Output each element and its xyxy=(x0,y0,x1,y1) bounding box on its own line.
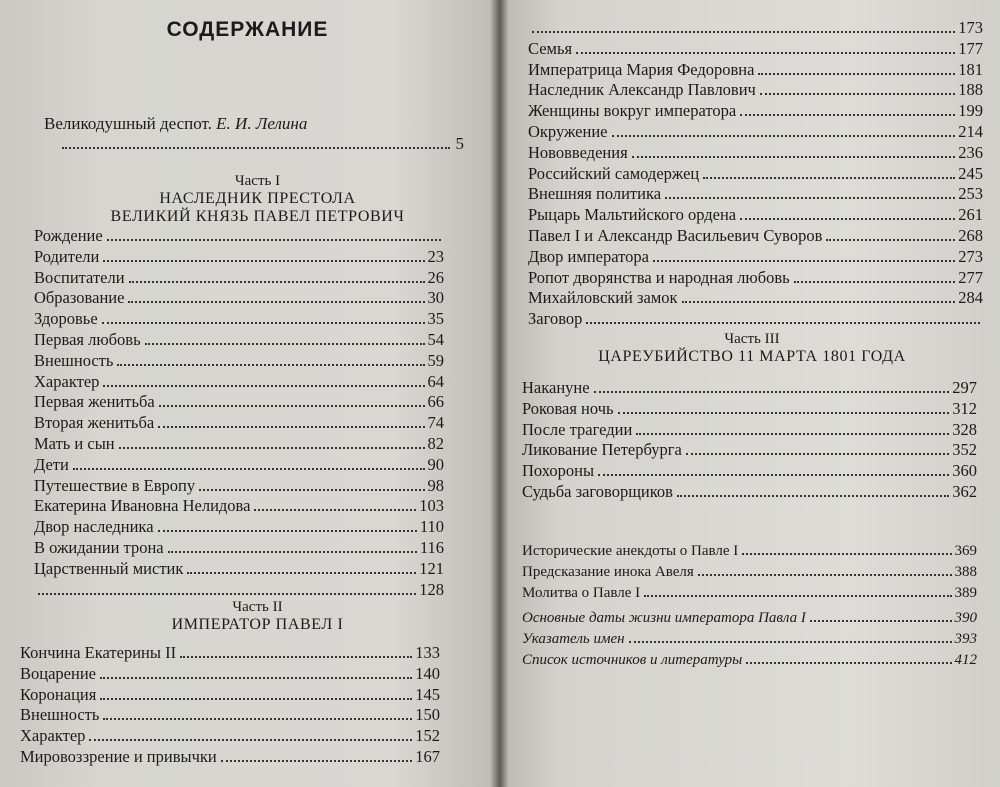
toc-entry xyxy=(34,330,444,351)
toc-entry-title: Нововведения xyxy=(528,142,628,162)
toc-entry-title: Рождение xyxy=(34,226,103,245)
toc-entry-page: 277 xyxy=(958,267,983,287)
toc-entry xyxy=(20,747,440,768)
dot-leader xyxy=(594,391,950,393)
dot-leader xyxy=(221,760,413,762)
part2-label: Часть II xyxy=(232,599,283,615)
toc-entry xyxy=(522,562,977,583)
toc-entry-page: 74 xyxy=(427,413,444,433)
toc-entry xyxy=(522,608,977,629)
toc-entry xyxy=(528,247,983,268)
toc-entry xyxy=(528,122,983,143)
dot-leader xyxy=(128,301,424,303)
toc-entry-title: Мировоззрение и привычки xyxy=(20,746,217,766)
dot-leader xyxy=(103,385,424,387)
dot-leader xyxy=(532,31,955,33)
part1-list xyxy=(34,226,444,600)
toc-entry xyxy=(528,268,983,289)
dot-leader xyxy=(746,662,951,664)
dot-leader xyxy=(677,495,949,497)
toc-entry xyxy=(20,705,440,726)
dot-leader xyxy=(758,73,955,75)
toc-entry-title: Коронация xyxy=(20,684,97,704)
toc-entry xyxy=(528,164,983,185)
toc-entry-title: Внешняя политика xyxy=(528,184,662,204)
toc-entry-title: Здоровье xyxy=(34,309,98,329)
toc-entry xyxy=(528,143,983,164)
toc-entry-title: Екатерина Ивановна Нелидова xyxy=(34,496,251,516)
toc-entry xyxy=(528,288,983,309)
toc-entry-title: Родители xyxy=(34,246,100,266)
dot-leader xyxy=(100,677,412,679)
dot-leader xyxy=(107,239,441,241)
toc-entry-title: Похороны xyxy=(522,461,595,481)
toc-entry-title: Михайловский замок xyxy=(528,288,678,308)
dot-leader xyxy=(38,593,416,595)
toc-entry-title: Список источников и литературы xyxy=(522,651,743,668)
toc-entry xyxy=(34,372,444,393)
toc-entry-title: Роковая ночь xyxy=(522,398,614,418)
toc-entry xyxy=(522,399,977,420)
dot-leader xyxy=(644,595,951,597)
intro-page: 5 xyxy=(455,134,464,153)
toc-entry-page: 253 xyxy=(958,184,983,204)
toc-entry-title: Семья xyxy=(528,38,573,58)
dot-leader xyxy=(158,426,424,428)
dot-leader xyxy=(119,447,425,449)
dot-leader xyxy=(760,93,955,95)
dot-leader xyxy=(117,364,424,366)
toc-entry-title: Императрица Мария Федоровна xyxy=(528,59,755,79)
toc-entry xyxy=(522,378,977,399)
toc-entry xyxy=(20,726,440,747)
dot-leader xyxy=(703,177,955,179)
toc-entry-title: Внешность xyxy=(34,350,114,370)
part3-list xyxy=(522,378,977,503)
dot-leader xyxy=(682,301,956,303)
toc-entry xyxy=(20,664,440,685)
toc-entry xyxy=(528,309,983,330)
toc-entry-title: Внешность xyxy=(20,705,100,725)
dot-leader xyxy=(159,405,425,407)
toc-entry-title: Наследник Александр Павлович xyxy=(528,80,756,100)
dot-leader xyxy=(187,572,416,574)
toc-entry xyxy=(528,60,983,81)
toc-entry-title: Окружение xyxy=(528,121,608,141)
toc-entry-page: 188 xyxy=(958,80,983,100)
toc-entry xyxy=(522,650,977,671)
toc-entry-page: 268 xyxy=(958,225,983,245)
toc-entry-page: 214 xyxy=(958,121,983,141)
toc-entry xyxy=(528,101,983,122)
toc-entry xyxy=(528,80,983,101)
toc-entry-title: Путешествие в Европу xyxy=(34,475,196,495)
toc-entry-title: Царственный мистик xyxy=(34,558,184,578)
intro-author: Е. И. Лелина xyxy=(216,114,308,133)
toc-entry xyxy=(528,226,983,247)
toc-entry-page: 98 xyxy=(427,475,444,495)
dot-leader xyxy=(698,574,952,576)
toc-entry-title: Ликование Петербурга xyxy=(522,440,682,460)
toc-entry-page: 54 xyxy=(427,329,444,349)
toc-entry-page: 328 xyxy=(952,419,977,439)
toc-entry-title: Воцарение xyxy=(20,663,96,683)
dot-leader xyxy=(810,620,952,622)
toc-entry-page: 30 xyxy=(427,288,444,308)
toc-entry-page: 140 xyxy=(415,663,440,683)
intro-text: Великодушный деспот. xyxy=(44,114,212,133)
dot-leader xyxy=(794,281,956,283)
toc-entry xyxy=(522,440,977,461)
toc-entry xyxy=(34,392,444,413)
toc-entry-page: 35 xyxy=(427,309,444,329)
toc-entry xyxy=(522,461,977,482)
dot-leader xyxy=(826,239,955,241)
toc-entry-title: Вторая женитьба xyxy=(34,413,155,433)
dot-leader xyxy=(254,509,416,511)
toc-title: СОДЕРЖАНИЕ xyxy=(166,18,329,41)
appendix-list xyxy=(522,541,977,603)
toc-entry-page: 133 xyxy=(415,643,440,662)
toc-entry-title: После трагедии xyxy=(522,419,633,439)
part2-list-right xyxy=(528,18,983,330)
part1-label: Часть I xyxy=(234,173,281,189)
left-page xyxy=(0,0,495,787)
toc-entry xyxy=(34,268,444,289)
toc-entry-page: 59 xyxy=(427,350,444,370)
dot-leader xyxy=(576,52,955,54)
toc-entry-page: 121 xyxy=(419,558,444,578)
toc-entry-title: Исторические анекдоты о Павле I xyxy=(522,543,739,559)
dot-leader xyxy=(618,412,950,414)
part3-heading xyxy=(522,330,982,366)
toc-entry xyxy=(528,184,983,205)
dot-leader xyxy=(636,433,949,435)
toc-entry-page: 110 xyxy=(419,517,444,537)
dot-leader xyxy=(100,698,412,700)
toc-entry-page: 64 xyxy=(427,371,444,391)
toc-entry xyxy=(20,643,440,664)
part1-title1: НАСЛЕДНИК ПРЕСТОЛА xyxy=(159,190,356,207)
toc-entry-title: Двор императора xyxy=(528,246,649,266)
toc-entry xyxy=(522,541,977,562)
toc-entry-page: 199 xyxy=(958,101,983,121)
toc-entry-title: Молитва о Павле I xyxy=(522,584,641,601)
toc-entry-title: Заговор xyxy=(528,309,583,329)
toc-entry-page: 103 xyxy=(419,496,444,516)
toc-entry-page: 297 xyxy=(952,378,977,397)
dot-leader xyxy=(686,453,949,455)
part1-heading xyxy=(30,172,485,226)
toc-entry-page: 369 xyxy=(954,543,977,559)
toc-entry-page: 23 xyxy=(427,246,444,266)
toc-entry-title: В ожидании трона xyxy=(34,537,164,557)
toc-entry-title: Судьба заговорщиков xyxy=(522,481,673,501)
appendix-italic-list xyxy=(522,608,977,670)
toc-entry-page: 390 xyxy=(954,610,977,626)
toc-entry-page: 388 xyxy=(954,563,977,580)
dot-leader xyxy=(199,489,424,491)
toc-entry xyxy=(34,288,444,309)
part3-label: Часть III xyxy=(724,331,780,347)
right-page xyxy=(502,0,1000,787)
dot-leader xyxy=(653,260,955,262)
toc-entry-title: Основные даты жизни императора Павла I xyxy=(522,610,806,626)
toc-entry-page: 145 xyxy=(415,684,440,704)
toc-entry-title: Первая женитьба xyxy=(34,392,155,412)
toc-entry xyxy=(34,226,444,247)
toc-entry-page: 236 xyxy=(958,142,983,162)
toc-entry xyxy=(20,685,440,706)
dot-leader xyxy=(612,135,956,137)
toc-entry xyxy=(34,496,444,517)
toc-entry xyxy=(522,482,977,503)
toc-entry-page: 173 xyxy=(958,18,983,37)
toc-entry-page: 393 xyxy=(954,630,977,647)
toc-entry xyxy=(34,559,444,580)
toc-entry-title: Мать и сын xyxy=(34,433,115,453)
toc-entry-page: 412 xyxy=(954,651,977,668)
toc-entry-title: Кончина Екатерины II xyxy=(20,643,177,662)
toc-entry-title: Первая любовь xyxy=(34,329,141,349)
toc-entry-page: 273 xyxy=(958,246,983,266)
toc-entry xyxy=(34,247,444,268)
toc-entry-title: Рыцарь Мальтийского ордена xyxy=(528,205,737,225)
toc-entry-page: 352 xyxy=(952,440,977,460)
toc-entry-page: 66 xyxy=(427,392,444,412)
toc-entry xyxy=(528,39,983,60)
part1-title2: ВЕЛИКИЙ КНЯЗЬ ПАВЕЛ ПЕТРОВИЧ xyxy=(110,208,405,225)
toc-entry-page: 362 xyxy=(952,481,977,501)
toc-entry-page: 389 xyxy=(954,584,977,601)
dot-leader xyxy=(629,641,952,643)
dot-leader xyxy=(102,322,425,324)
part3-title: ЦАРЕУБИЙСТВО 11 МАРТА 1801 ГОДА xyxy=(598,348,906,365)
toc-entry-title: Ропот дворянства и народная любовь xyxy=(528,267,790,287)
dot-leader xyxy=(665,197,955,199)
toc-entry xyxy=(34,538,444,559)
toc-entry-page: 128 xyxy=(419,579,444,599)
dot-leader xyxy=(598,474,949,476)
dot-leader xyxy=(742,553,951,555)
toc-entry-title: Дети xyxy=(34,454,69,474)
toc-entry xyxy=(34,455,444,476)
part2-list-left xyxy=(20,643,440,768)
toc-entry-page: 245 xyxy=(958,163,983,183)
toc-entry-page: 116 xyxy=(419,537,444,557)
toc-entry xyxy=(34,413,444,434)
toc-entry-title: Российский самодержец xyxy=(528,163,700,183)
toc-entry xyxy=(522,583,977,604)
toc-entry-title: Указатель имен xyxy=(522,630,625,647)
toc-entry-page: 167 xyxy=(415,746,440,766)
dot-leader xyxy=(740,218,955,220)
toc-entry-title: Накануне xyxy=(522,378,590,397)
toc-entry-page: 177 xyxy=(958,38,983,58)
toc-entry-page: 90 xyxy=(427,454,444,474)
toc-entry-title: Характер xyxy=(20,726,86,746)
dot-leader xyxy=(129,281,425,283)
dot-leader xyxy=(62,147,450,149)
toc-entry-title: Предсказание инока Авеля xyxy=(522,563,694,580)
toc-entry xyxy=(34,476,444,497)
toc-entry-title: Образование xyxy=(34,288,125,308)
dot-leader xyxy=(158,530,417,532)
part2-title: ИМПЕРАТОР ПАВЕЛ I xyxy=(171,616,344,633)
dot-leader xyxy=(740,114,955,116)
toc-entry-title: Двор наследника xyxy=(34,517,154,537)
book-gutter xyxy=(490,0,508,787)
toc-entry-page: 284 xyxy=(958,288,983,308)
toc-entry-page: 181 xyxy=(958,59,983,79)
toc-entry xyxy=(528,205,983,226)
dot-leader xyxy=(180,656,412,658)
toc-entry-page: 360 xyxy=(952,461,977,481)
toc-entry xyxy=(522,420,977,441)
dot-leader xyxy=(168,551,417,553)
dot-leader xyxy=(632,156,956,158)
dot-leader xyxy=(103,260,424,262)
part2-heading xyxy=(30,598,485,634)
intro-entry xyxy=(44,114,464,154)
dot-leader xyxy=(89,739,412,741)
toc-entry-title: Воспитатели xyxy=(34,267,125,287)
toc-entry-page: 152 xyxy=(415,726,440,746)
dot-leader xyxy=(145,343,425,345)
toc-entry-title: Женщины вокруг императора xyxy=(528,101,737,121)
toc-entry-title: Характер xyxy=(34,371,100,391)
toc-entry xyxy=(528,18,983,39)
toc-entry xyxy=(522,629,977,650)
dot-leader xyxy=(73,468,425,470)
toc-entry-page: 26 xyxy=(427,267,444,287)
toc-entry-page: 261 xyxy=(958,205,983,225)
toc-entry-page: 82 xyxy=(427,433,444,453)
toc-entry-page: 150 xyxy=(415,705,440,725)
toc-entry-title: Павел I и Александр Васильевич Суворов xyxy=(528,225,823,245)
toc-entry xyxy=(34,351,444,372)
dot-leader xyxy=(586,322,980,324)
toc-entry xyxy=(34,517,444,538)
dot-leader xyxy=(103,718,412,720)
toc-entry xyxy=(34,434,444,455)
toc-entry xyxy=(34,309,444,330)
toc-entry-page: 312 xyxy=(952,398,977,418)
